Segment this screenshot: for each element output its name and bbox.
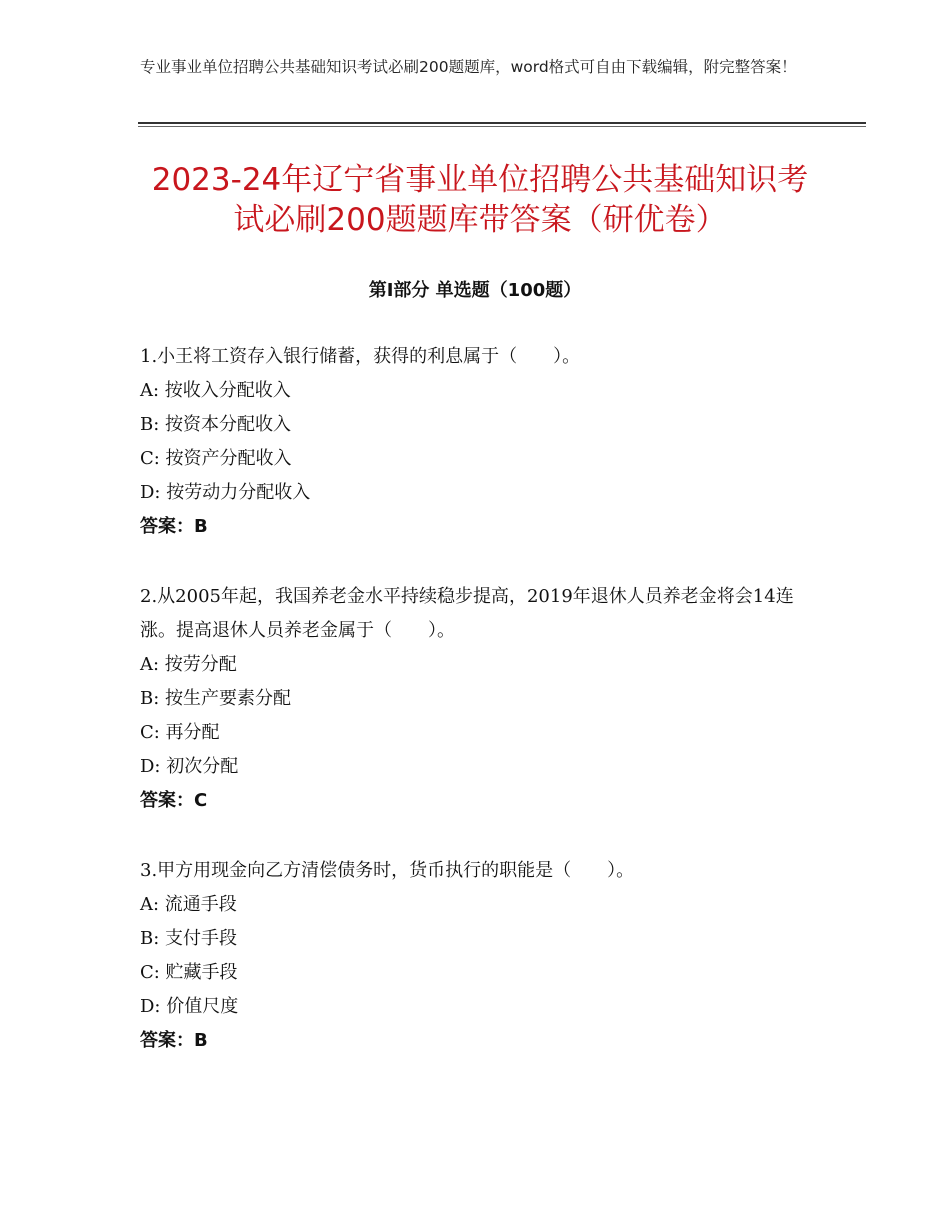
question-stem: 2.从2005年起，我国养老金水平持续稳步提高，2019年退休人员养老金将会14连涨。提高退休人员养老金属于（ ）。 (140, 586, 794, 641)
option-a: A: 流通手段 (140, 894, 237, 915)
option-c: C: 再分配 (140, 722, 220, 743)
option-c: C: 按资产分配收入 (140, 448, 292, 469)
option-a: A: 按劳分配 (140, 654, 237, 675)
header-divider (138, 122, 866, 124)
option-b: B: 按生产要素分配 (140, 688, 292, 709)
question-2 (140, 580, 820, 818)
option-d: D: 按劳动力分配收入 (140, 482, 311, 503)
answer: 答案：B (140, 516, 208, 537)
option-b: B: 按资本分配收入 (140, 414, 292, 435)
option-d: D: 初次分配 (140, 756, 239, 777)
question-3 (140, 854, 820, 1058)
question-stem: 3.甲方用现金向乙方清偿债务时，货币执行的职能是（ ）。 (140, 860, 635, 881)
question-1 (140, 340, 820, 544)
answer: 答案：C (140, 790, 208, 811)
header-divider-thin (138, 126, 866, 127)
question-stem: 1.小王将工资存入银行储蓄，获得的利息属于（ ）。 (140, 346, 581, 367)
header-note: 专业事业单位招聘公共基础知识考试必刷200题题库，word格式可自由下载编辑，附完整答案！ (140, 58, 797, 76)
section-heading: 第Ⅰ部分 单选题（100题） (368, 280, 582, 301)
answer: 答案：B (140, 1030, 208, 1051)
option-c: C: 贮藏手段 (140, 962, 238, 983)
option-b: B: 支付手段 (140, 928, 238, 949)
document-title: 2023-24年辽宁省事业单位招聘公共基础知识考试必刷200题题库带答案（研优卷） (151, 162, 809, 238)
option-d: D: 价值尺度 (140, 996, 239, 1017)
option-a: A: 按收入分配收入 (140, 380, 291, 401)
